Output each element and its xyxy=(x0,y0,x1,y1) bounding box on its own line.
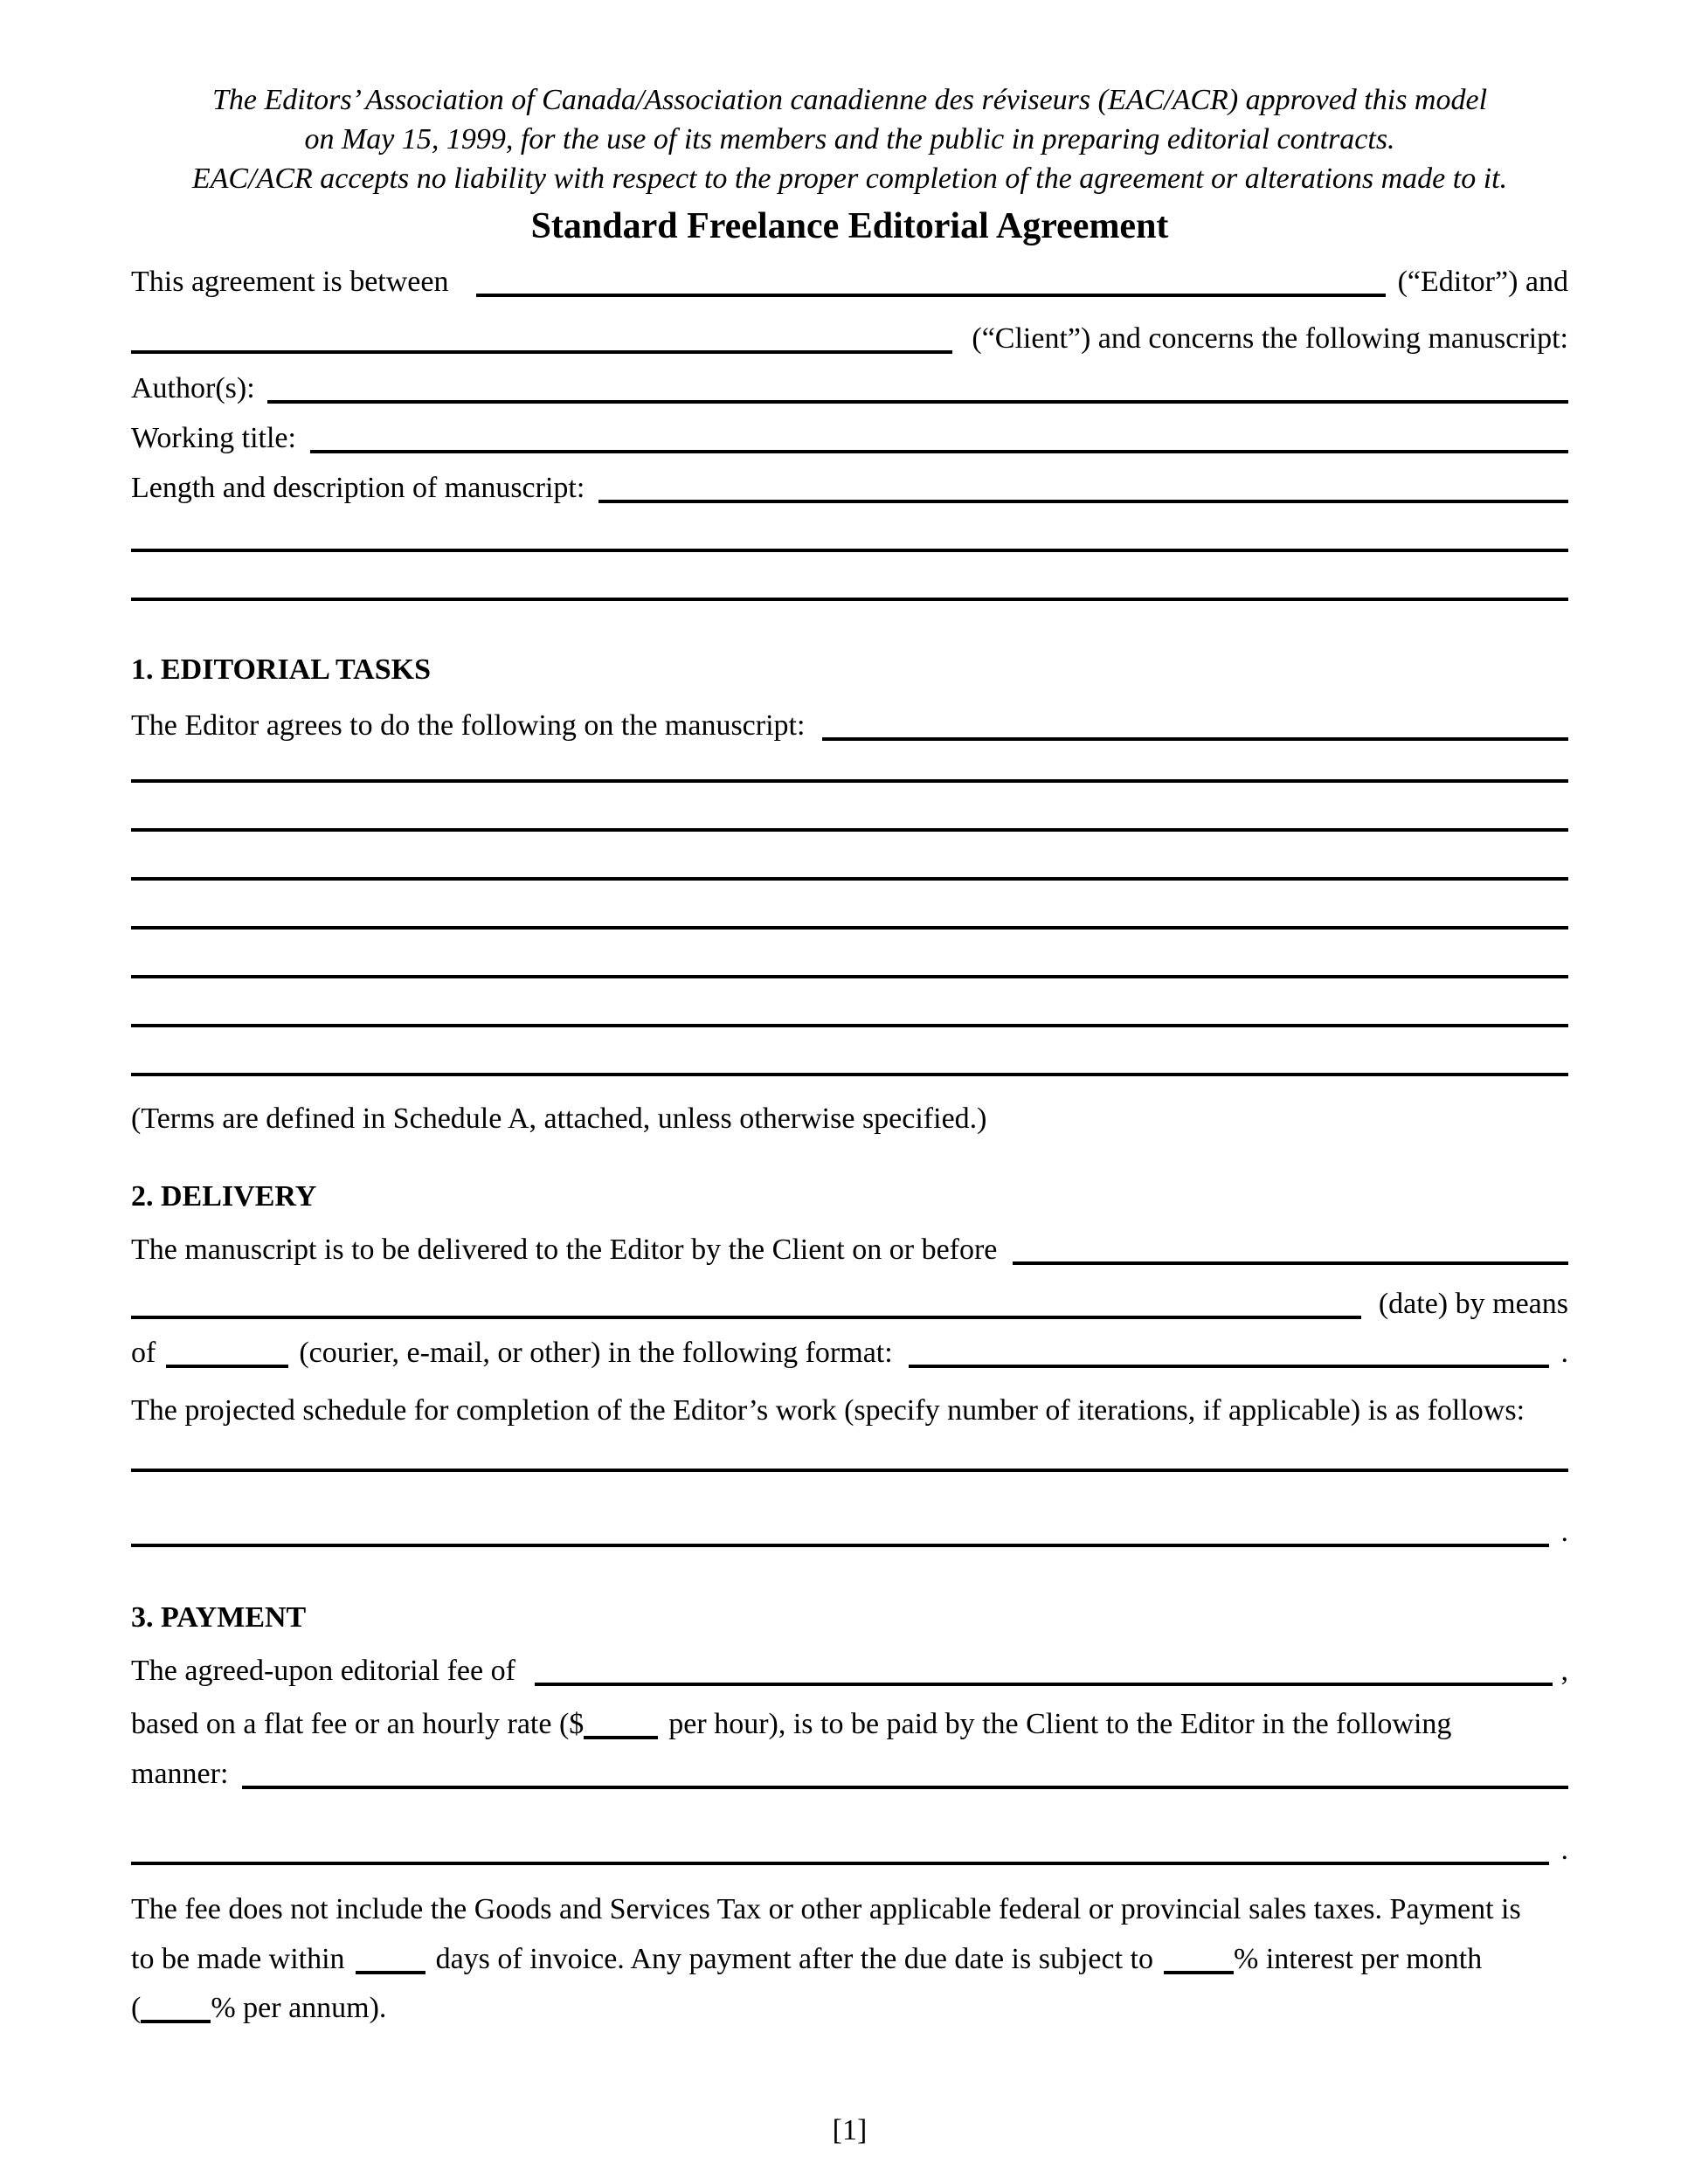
delivery-heading-text: 2. DELIVERY xyxy=(131,1180,317,1213)
manuscript-description-blank xyxy=(598,500,1568,503)
approval-notice xyxy=(131,80,1568,198)
payment-fee-text: The agreed-upon editorial fee of xyxy=(131,1655,515,1687)
payment-period-text: . xyxy=(1560,1834,1568,1866)
task-blank-line xyxy=(131,1024,1568,1027)
delivery-means-blank xyxy=(166,1365,288,1368)
payment-manner-label: manner: xyxy=(131,1758,229,1790)
interest-annum-blank xyxy=(141,2020,211,2023)
tax-text: % per annum). xyxy=(211,1992,387,2024)
task-blank-line xyxy=(131,975,1568,978)
editorial-tasks-lead-line xyxy=(131,711,1568,741)
ruled-blank-line xyxy=(131,598,1568,601)
schedule-lead-line xyxy=(131,1396,1568,1426)
delivery-date-blank xyxy=(1013,1261,1568,1265)
agreement-parties-line xyxy=(131,267,1568,297)
working-title-blank xyxy=(310,450,1568,453)
delivery-courier-text: (courier, e-mail, or other) in the following format: xyxy=(299,1337,893,1369)
document-title: Standard Freelance Editorial Agreement xyxy=(530,206,1169,246)
task-blank-line xyxy=(131,1073,1568,1076)
authors-blank xyxy=(267,400,1568,404)
delivery-deadline-line xyxy=(131,1235,1568,1265)
task-blank-line xyxy=(131,926,1568,930)
ruled-blank-line xyxy=(131,549,1568,552)
working-title-line xyxy=(131,424,1568,453)
intro-editor-text: (“Editor”) and xyxy=(1397,266,1568,298)
payment-days-blank xyxy=(356,1971,425,1974)
section-heading-delivery xyxy=(131,1182,1568,1212)
terms-note-text: (Terms are defined in Schedule A, attached, unless otherwise specified.) xyxy=(131,1102,987,1135)
payment-heading-text: 3. PAYMENT xyxy=(131,1601,307,1634)
task-blank-line xyxy=(131,779,1568,783)
client-name-blank xyxy=(131,350,952,354)
tax-text: days of invoice. Any payment after the due date is subject to xyxy=(435,1943,1153,1975)
tax-text: to be made within xyxy=(131,1943,345,1975)
payment-rate-line xyxy=(131,1710,1568,1739)
delivery-of-text: of xyxy=(131,1337,156,1369)
manuscript-description-blank xyxy=(131,549,1568,552)
ruled-blank-line xyxy=(131,1073,1568,1076)
editorial-tasks-heading-text: 1. EDITORIAL TASKS xyxy=(131,653,431,686)
tax-text: % interest per month xyxy=(1234,1943,1483,1975)
tax-text: ( xyxy=(131,1992,142,2024)
approval-notice-line: The Editors’ Association of Canada/Association canadienne des réviseurs (EAC/ACR) approved this model xyxy=(211,84,1488,116)
manuscript-length-label: Length and description of manuscript: xyxy=(131,472,585,504)
fee-amount-blank xyxy=(535,1683,1553,1686)
task-blank-line xyxy=(131,877,1568,881)
delivery-format-blank xyxy=(909,1365,1549,1368)
ruled-blank-line xyxy=(131,926,1568,930)
ruled-blank-line xyxy=(131,975,1568,978)
ruled-blank-line xyxy=(131,828,1568,832)
authors-line xyxy=(131,374,1568,404)
payment-fee-comma-text: , xyxy=(1560,1655,1568,1687)
manuscript-description-blank xyxy=(131,598,1568,601)
delivery-date-suffix-text: (date) by means xyxy=(1378,1288,1568,1320)
delivery-means-line xyxy=(131,1338,1568,1368)
client-line xyxy=(131,324,1568,354)
section-heading-editorial-tasks xyxy=(131,655,1568,685)
hourly-rate-blank xyxy=(584,1736,658,1739)
delivery-deadline-text: The manuscript is to be delivered to the Editor by the Client on or before xyxy=(131,1234,998,1266)
schedule-lead-text: The projected schedule for completion of the Editor’s work (specify number of iterations, if applicable) is as follows: xyxy=(131,1394,1525,1427)
approval-notice-line: EAC/ACR accepts no liability with respect to the proper completion of the agreement or alterations made to it. xyxy=(191,162,1508,195)
task-blank-line xyxy=(822,737,1568,741)
ruled-blank-line xyxy=(131,779,1568,783)
ruled-blank-line xyxy=(131,1469,1568,1472)
intro-client-text: (“Client”) and concerns the following manuscript: xyxy=(972,322,1568,355)
task-blank-line xyxy=(131,828,1568,832)
payment-rate-suffix-text: per hour), is to be paid by the Client to the Editor in the following xyxy=(668,1708,1452,1740)
payment-manner-line xyxy=(131,1759,1568,1789)
working-title-label: Working title: xyxy=(131,422,296,454)
ruled-blank-line xyxy=(131,1835,1568,1865)
interest-month-blank xyxy=(1164,1971,1234,1974)
ruled-blank-line xyxy=(131,877,1568,881)
tax-paragraph-line xyxy=(131,1994,1568,2023)
document-content xyxy=(131,0,1568,2146)
payment-rate-prefix-text: based on a flat fee or an hourly rate ($ xyxy=(131,1708,585,1740)
schedule-blank-line xyxy=(131,1469,1568,1472)
editorial-tasks-lead-text: The Editor agrees to do the following on the manuscript: xyxy=(131,709,806,742)
delivery-period-text: . xyxy=(1560,1337,1568,1369)
tax-paragraph-line xyxy=(131,1945,1568,1974)
payment-manner-blank xyxy=(242,1786,1568,1789)
ruled-blank-line xyxy=(131,1024,1568,1027)
authors-label: Author(s): xyxy=(131,372,255,404)
ruled-blank-line xyxy=(131,1517,1568,1547)
tax-paragraph-line xyxy=(131,1895,1568,1925)
payment-manner-blank xyxy=(131,1862,1549,1865)
intro-between-text: This agreement is between xyxy=(131,266,449,298)
schedule-period-text: . xyxy=(1560,1516,1568,1548)
payment-fee-line xyxy=(131,1656,1568,1686)
approval-notice-line: on May 15, 1999, for the use of its members and the public in preparing editorial contracts. xyxy=(304,123,1395,156)
delivery-date-line xyxy=(131,1289,1568,1319)
manuscript-length-line xyxy=(131,473,1568,503)
editor-name-blank xyxy=(476,294,1385,297)
page-number: [1] xyxy=(832,2114,868,2146)
terms-note-line xyxy=(131,1104,1568,1134)
schedule-blank-line xyxy=(131,1544,1549,1547)
delivery-date-blank xyxy=(131,1316,1361,1319)
tax-text: The fee does not include the Goods and Services Tax or other applicable federal or provincial sales taxes. Payment is xyxy=(131,1893,1521,1925)
section-heading-payment xyxy=(131,1603,1568,1633)
